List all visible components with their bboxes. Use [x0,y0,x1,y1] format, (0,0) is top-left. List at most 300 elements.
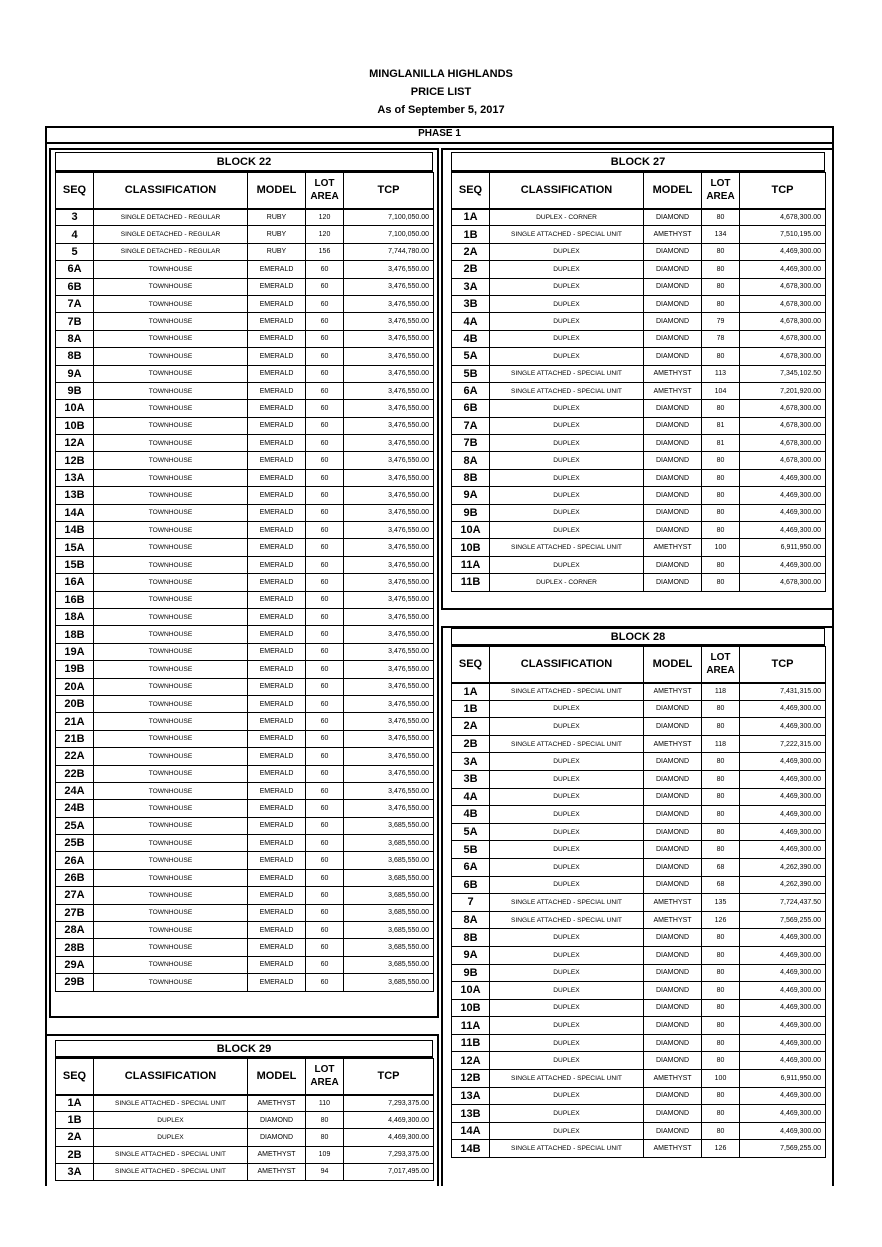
cell-classification: DUPLEX [490,435,644,452]
cell-model: DIAMOND [644,487,702,504]
cell-classification: DUPLEX [490,1017,644,1035]
cell-classification: TOWNHOUSE [94,382,248,399]
cell-model: DIAMOND [644,841,702,859]
cell-seq: 20A [56,678,94,695]
cell-classification: TOWNHOUSE [94,643,248,660]
cell-tcp: 3,685,550.00 [344,852,434,869]
cell-seq: 1B [452,700,490,718]
cell-classification: SINGLE ATTACHED - SPECIAL UNIT [490,911,644,929]
table-row [452,278,826,295]
cell-model: EMERALD [248,869,306,886]
cell-classification: TOWNHOUSE [94,261,248,278]
cell-model: EMERALD [248,922,306,939]
cell-model: EMERALD [248,643,306,660]
cell-classification: TOWNHOUSE [94,852,248,869]
cell-seq: 14A [56,504,94,521]
cell-classification: TOWNHOUSE [94,695,248,712]
cell-model: DIAMOND [644,700,702,718]
cell-lot-area: 60 [306,904,344,921]
table-row [56,748,434,765]
cell-seq: 5B [452,841,490,859]
cell-classification: TOWNHOUSE [94,278,248,295]
cell-classification: TOWNHOUSE [94,295,248,312]
cell-seq: 8A [56,330,94,347]
cell-classification: DUPLEX [490,770,644,788]
cell-seq: 5A [452,348,490,365]
cell-lot-area: 80 [702,1105,740,1123]
cell-classification: TOWNHOUSE [94,939,248,956]
table-row [56,1146,434,1163]
table-row [452,753,826,771]
cell-model: EMERALD [248,504,306,521]
cell-seq: 10A [452,982,490,1000]
cell-model: EMERALD [248,278,306,295]
table-row [56,313,434,330]
cell-tcp: 7,744,780.00 [344,243,434,260]
table-row [452,487,826,504]
cell-seq: 5B [452,365,490,382]
cell-classification: TOWNHOUSE [94,574,248,591]
cell-model: AMETHYST [248,1163,306,1180]
cell-classification: DUPLEX [490,858,644,876]
cell-classification: TOWNHOUSE [94,626,248,643]
cell-classification: TOWNHOUSE [94,608,248,625]
cell-lot-area: 60 [306,974,344,991]
cell-tcp: 4,678,300.00 [740,348,826,365]
cell-seq: 29A [56,956,94,973]
cell-tcp: 3,685,550.00 [344,939,434,956]
cell-lot-area: 60 [306,330,344,347]
cell-tcp: 4,678,300.00 [740,330,826,347]
cell-tcp: 4,469,300.00 [740,1034,826,1052]
cell-classification: TOWNHOUSE [94,348,248,365]
cell-classification: TOWNHOUSE [94,800,248,817]
cell-lot-area: 60 [306,661,344,678]
cell-classification: DUPLEX [490,876,644,894]
table-row [452,788,826,806]
cell-classification: DUPLEX - CORNER [490,574,644,591]
cell-tcp: 3,476,550.00 [344,574,434,591]
block-29-table [55,1058,434,1181]
cell-classification: DUPLEX [490,522,644,539]
cell-model: DIAMOND [644,295,702,312]
cell-model: EMERALD [248,330,306,347]
cell-model: EMERALD [248,469,306,486]
cell-seq: 6B [452,400,490,417]
table-row [452,313,826,330]
cell-model: DIAMOND [644,348,702,365]
cell-seq: 1A [452,209,490,226]
cell-seq: 10A [56,400,94,417]
cell-lot-area: 60 [306,556,344,573]
project-name: MINGLANILLA HIGHLANDS [369,68,513,80]
table-row [452,911,826,929]
block-28-table [451,646,826,1158]
cell-lot-area: 80 [702,295,740,312]
cell-classification: TOWNHOUSE [94,487,248,504]
table-row [452,1140,826,1158]
cell-tcp: 3,476,550.00 [344,522,434,539]
cell-model: EMERALD [248,295,306,312]
cell-tcp: 6,911,950.00 [740,539,826,556]
cell-classification: DUPLEX [490,261,644,278]
table-row [56,765,434,782]
cell-tcp: 3,476,550.00 [344,278,434,295]
cell-seq: 24A [56,782,94,799]
cell-classification: TOWNHOUSE [94,817,248,834]
cell-lot-area: 60 [306,887,344,904]
cell-classification: DUPLEX [490,556,644,573]
cell-tcp: 3,476,550.00 [344,435,434,452]
cell-classification: TOWNHOUSE [94,469,248,486]
cell-model: DIAMOND [644,243,702,260]
cell-classification: DUPLEX [490,1052,644,1070]
cell-classification: SINGLE ATTACHED - SPECIAL UNIT [490,365,644,382]
cell-classification: DUPLEX [490,1105,644,1123]
cell-lot-area: 80 [702,487,740,504]
cell-tcp: 3,476,550.00 [344,452,434,469]
cell-classification: TOWNHOUSE [94,887,248,904]
cell-tcp: 4,469,300.00 [344,1112,434,1129]
cell-classification: TOWNHOUSE [94,730,248,747]
cell-seq: 3B [452,295,490,312]
cell-lot-area: 118 [702,735,740,753]
cell-lot-area: 79 [702,313,740,330]
cell-tcp: 4,678,300.00 [740,295,826,312]
cell-classification: TOWNHOUSE [94,956,248,973]
cell-model: DIAMOND [644,1052,702,1070]
table-row [452,435,826,452]
cell-classification: SINGLE ATTACHED - SPECIAL UNIT [490,894,644,912]
cell-classification: SINGLE ATTACHED - SPECIAL UNIT [490,735,644,753]
cell-tcp: 3,476,550.00 [344,661,434,678]
cell-tcp: 3,476,550.00 [344,782,434,799]
cell-lot-area: 60 [306,939,344,956]
cell-classification: TOWNHOUSE [94,661,248,678]
table-row [452,1087,826,1105]
table-row [56,800,434,817]
table-row [452,243,826,260]
cell-tcp: 3,476,550.00 [344,295,434,312]
cell-seq: 6A [452,858,490,876]
cell-classification: TOWNHOUSE [94,748,248,765]
table-row [452,841,826,859]
cell-lot-area: 60 [306,261,344,278]
cell-seq: 16A [56,574,94,591]
table-row [56,1112,434,1129]
cell-lot-area: 60 [306,382,344,399]
cell-classification: DUPLEX - CORNER [490,209,644,226]
cell-tcp: 4,469,300.00 [740,823,826,841]
cell-tcp: 4,469,300.00 [740,243,826,260]
cell-model: DIAMOND [644,1105,702,1123]
cell-lot-area: 60 [306,748,344,765]
cell-seq: 6A [56,261,94,278]
cell-lot-area: 80 [702,452,740,469]
table-row [452,382,826,399]
cell-seq: 4A [452,788,490,806]
cell-seq: 4B [452,806,490,824]
cell-model: DIAMOND [644,964,702,982]
cell-model: DIAMOND [644,209,702,226]
table-row [452,964,826,982]
cell-tcp: 4,469,300.00 [740,1087,826,1105]
cell-seq: 7 [452,894,490,912]
cell-lot-area: 80 [702,348,740,365]
cell-classification: TOWNHOUSE [94,922,248,939]
cell-tcp: 3,685,550.00 [344,869,434,886]
cell-lot-area: 113 [702,365,740,382]
table-row [452,1122,826,1140]
cell-classification: TOWNHOUSE [94,539,248,556]
cell-tcp: 3,476,550.00 [344,626,434,643]
cell-model: EMERALD [248,400,306,417]
cell-tcp: 4,469,300.00 [740,1105,826,1123]
cell-classification: DUPLEX [490,1122,644,1140]
cell-seq: 9A [452,946,490,964]
table-row [452,365,826,382]
cell-lot-area: 60 [306,678,344,695]
cell-seq: 9B [452,504,490,521]
cell-model: EMERALD [248,348,306,365]
cell-model: EMERALD [248,522,306,539]
cell-classification: DUPLEX [490,806,644,824]
cell-classification: TOWNHOUSE [94,330,248,347]
cell-seq: 22B [56,765,94,782]
cell-tcp: 3,476,550.00 [344,643,434,660]
cell-classification: DUPLEX [490,295,644,312]
cell-tcp: 4,678,300.00 [740,417,826,434]
cell-tcp: 4,469,300.00 [740,946,826,964]
cell-tcp: 3,476,550.00 [344,556,434,573]
cell-classification: DUPLEX [490,348,644,365]
cell-model: DIAMOND [644,1034,702,1052]
cell-model: DIAMOND [644,469,702,486]
cell-lot-area: 80 [702,278,740,295]
cell-seq: 19B [56,661,94,678]
cell-classification: TOWNHOUSE [94,904,248,921]
cell-classification: TOWNHOUSE [94,591,248,608]
cell-lot-area: 60 [306,278,344,295]
cell-tcp: 4,469,300.00 [740,469,826,486]
cell-lot-area: 80 [702,999,740,1017]
table-row [452,1017,826,1035]
cell-model: AMETHYST [644,539,702,556]
cell-model: AMETHYST [644,382,702,399]
cell-model: DIAMOND [644,753,702,771]
cell-lot-area: 60 [306,765,344,782]
cell-classification: DUPLEX [490,243,644,260]
cell-lot-area: 100 [702,1070,740,1088]
cell-classification: DUPLEX [490,946,644,964]
cell-lot-area: 80 [702,209,740,226]
cell-lot-area: 60 [306,348,344,365]
cell-lot-area: 120 [306,226,344,243]
cell-model: EMERALD [248,435,306,452]
cell-lot-area: 80 [702,982,740,1000]
cell-tcp: 4,469,300.00 [740,841,826,859]
cell-tcp: 3,476,550.00 [344,365,434,382]
cell-seq: 20B [56,695,94,712]
cell-seq: 9A [452,487,490,504]
table-row [452,700,826,718]
cell-lot-area: 60 [306,817,344,834]
table-row [452,999,826,1017]
cell-tcp: 3,476,550.00 [344,504,434,521]
cell-lot-area: 80 [702,718,740,736]
cell-classification: DUPLEX [94,1112,248,1129]
cell-model: EMERALD [248,887,306,904]
cell-tcp: 4,469,300.00 [740,261,826,278]
cell-tcp: 3,476,550.00 [344,382,434,399]
cell-lot-area: 134 [702,226,740,243]
cell-model: EMERALD [248,574,306,591]
cell-model: DIAMOND [644,417,702,434]
cell-lot-area: 80 [702,504,740,521]
cell-lot-area: 94 [306,1163,344,1180]
cell-seq: 10B [452,539,490,556]
cell-lot-area: 60 [306,800,344,817]
cell-lot-area: 60 [306,956,344,973]
cell-model: DIAMOND [644,435,702,452]
table-header-row [56,1059,434,1095]
cell-seq: 10B [452,999,490,1017]
table-row [56,661,434,678]
cell-model: EMERALD [248,365,306,382]
cell-classification: TOWNHOUSE [94,765,248,782]
table-row [56,382,434,399]
cell-lot-area: 80 [306,1112,344,1129]
cell-seq: 8B [452,469,490,486]
cell-tcp: 4,678,300.00 [740,278,826,295]
cell-lot-area: 80 [702,1122,740,1140]
cell-tcp: 7,431,315.00 [740,683,826,701]
cell-lot-area: 80 [702,1052,740,1070]
table-row [56,974,434,991]
cell-lot-area: 135 [702,894,740,912]
cell-tcp: 3,685,550.00 [344,835,434,852]
cell-seq: 3B [452,770,490,788]
cell-classification: DUPLEX [490,417,644,434]
cell-seq: 1B [452,226,490,243]
cell-classification: DUPLEX [490,313,644,330]
cell-seq: 10A [452,522,490,539]
table-row [452,417,826,434]
cell-lot-area: 81 [702,435,740,452]
cell-lot-area: 126 [702,1140,740,1158]
cell-model: AMETHYST [248,1146,306,1163]
cell-lot-area: 80 [702,1087,740,1105]
cell-seq: 2A [452,718,490,736]
cell-seq: 25A [56,817,94,834]
cell-classification: SINGLE ATTACHED - SPECIAL UNIT [490,539,644,556]
table-row [452,806,826,824]
cell-classification: DUPLEX [490,929,644,947]
table-row [56,539,434,556]
cell-classification: DUPLEX [490,504,644,521]
cell-classification: TOWNHOUSE [94,782,248,799]
cell-seq: 2B [452,735,490,753]
table-row [452,556,826,573]
cell-tcp: 4,469,300.00 [740,964,826,982]
table-row [56,1095,434,1112]
column-header-lot-area: LOT AREA [306,1059,344,1095]
cell-classification: TOWNHOUSE [94,522,248,539]
cell-seq: 13A [56,469,94,486]
cell-model: EMERALD [248,661,306,678]
cell-seq: 18B [56,626,94,643]
cell-model: DIAMOND [644,1122,702,1140]
document-date: As of September 5, 2017 [377,104,505,116]
cell-classification: SINGLE ATTACHED - SPECIAL UNIT [94,1095,248,1112]
cell-lot-area: 60 [306,452,344,469]
cell-model: EMERALD [248,487,306,504]
cell-model: DIAMOND [644,788,702,806]
cell-seq: 11A [452,556,490,573]
cell-lot-area: 80 [702,243,740,260]
column-header-lot-area: LOT AREA [702,173,740,209]
cell-seq: 29B [56,974,94,991]
cell-tcp: 3,476,550.00 [344,730,434,747]
table-row [56,730,434,747]
table-row [56,713,434,730]
cell-classification: SINGLE ATTACHED - SPECIAL UNIT [94,1146,248,1163]
cell-lot-area: 60 [306,695,344,712]
cell-lot-area: 60 [306,835,344,852]
cell-model: EMERALD [248,939,306,956]
cell-seq: 8B [56,348,94,365]
table-row [56,922,434,939]
cell-model: DIAMOND [644,806,702,824]
cell-tcp: 4,469,300.00 [740,700,826,718]
cell-classification: TOWNHOUSE [94,678,248,695]
cell-seq: 26B [56,869,94,886]
block-27-title: BLOCK 27 [451,152,825,172]
cell-tcp: 4,469,300.00 [740,718,826,736]
cell-tcp: 4,469,300.00 [740,788,826,806]
cell-model: DIAMOND [644,823,702,841]
column-header-lot-area: LOT AREA [702,647,740,683]
cell-seq: 25B [56,835,94,852]
cell-lot-area: 80 [702,400,740,417]
cell-tcp: 3,476,550.00 [344,800,434,817]
cell-tcp: 4,678,300.00 [740,435,826,452]
cell-model: AMETHYST [644,894,702,912]
cell-lot-area: 80 [702,788,740,806]
cell-model: EMERALD [248,678,306,695]
cell-seq: 4A [452,313,490,330]
cell-seq: 8A [452,452,490,469]
cell-seq: 19A [56,643,94,660]
cell-lot-area: 60 [306,435,344,452]
cell-classification: TOWNHOUSE [94,417,248,434]
cell-model: EMERALD [248,556,306,573]
cell-seq: 1A [452,683,490,701]
cell-lot-area: 120 [306,209,344,226]
cell-seq: 6A [452,382,490,399]
cell-tcp: 4,678,300.00 [740,574,826,591]
cell-seq: 1B [56,1112,94,1129]
cell-seq: 28B [56,939,94,956]
cell-classification: DUPLEX [490,1087,644,1105]
cell-lot-area: 60 [306,852,344,869]
cell-lot-area: 60 [306,626,344,643]
table-row [56,522,434,539]
table-row [56,400,434,417]
cell-seq: 21A [56,713,94,730]
block-28-title: BLOCK 28 [451,628,825,646]
cell-lot-area: 68 [702,876,740,894]
